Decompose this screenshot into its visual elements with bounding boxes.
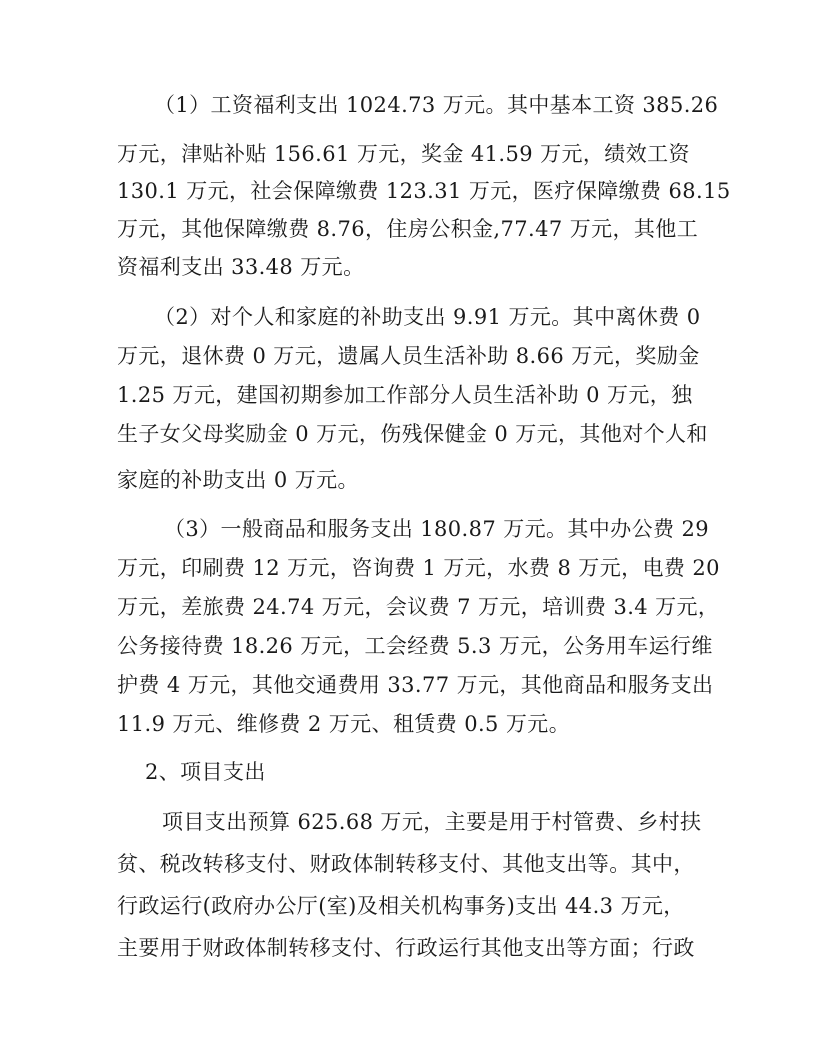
text-line: 项目支出预算 625.68 万元，主要是用于村管费、乡村扶 bbox=[162, 810, 702, 834]
text-line: （2）对个人和家庭的补助支出 9.91 万元。其中离休费 0 bbox=[154, 305, 701, 329]
text-line: 130.1 万元，社会保障缴费 123.31 万元，医疗保障缴费 68.15 bbox=[117, 179, 731, 203]
text-line: 万元，津贴补贴 156.61 万元，奖金 41.59 万元，绩效工资 bbox=[117, 142, 690, 166]
text-line: 家庭的补助支出 0 万元。 bbox=[117, 468, 359, 492]
text-line: 万元，印刷费 12 万元，咨询费 1 万元，水费 8 万元，电费 20 bbox=[117, 556, 720, 580]
text-line: 公务接待费 18.26 万元，工会经费 5.3 万元，公务用车运行维 bbox=[117, 634, 713, 658]
text-line: 万元，差旅费 24.74 万元，会议费 7 万元，培训费 3.4 万元， bbox=[117, 595, 720, 619]
text-line: 生子女父母奖励金 0 万元，伤残保健金 0 万元，其他对个人和 bbox=[117, 422, 708, 446]
text-line: 护费 4 万元，其他交通费用 33.77 万元，其他商品和服务支出 bbox=[117, 673, 714, 697]
text-line: 1.25 万元，建国初期参加工作部分人员生活补助 0 万元，独 bbox=[117, 383, 693, 407]
text-line: 万元，其他保障缴费 8.76，住房公积金,77.47 万元，其他工 bbox=[117, 217, 699, 241]
text-line: 主要用于财政体制转移支付、行政运行其他支出等方面；行政 bbox=[117, 936, 695, 960]
text-line: （1）工资福利支出 1024.73 万元。其中基本工资 385.26 bbox=[154, 93, 719, 117]
text-line: 11.9 万元、维修费 2 万元、租赁费 0.5 万元。 bbox=[117, 712, 571, 736]
text-line: （3）一般商品和服务支出 180.87 万元。其中办公费 29 bbox=[164, 517, 709, 541]
text-line: 行政运行(政府办公厅(室)及相关机构事务)支出 44.3 万元， bbox=[117, 894, 685, 918]
text-line: 贫、税改转移支付、财政体制转移支付、其他支出等。其中， bbox=[117, 852, 695, 876]
text-line: 资福利支出 33.48 万元。 bbox=[117, 255, 365, 279]
section-heading: 2、项目支出 bbox=[145, 760, 266, 784]
text-line: 万元，退休费 0 万元，遗属人员生活补助 8.66 万元，奖励金 bbox=[117, 344, 700, 368]
